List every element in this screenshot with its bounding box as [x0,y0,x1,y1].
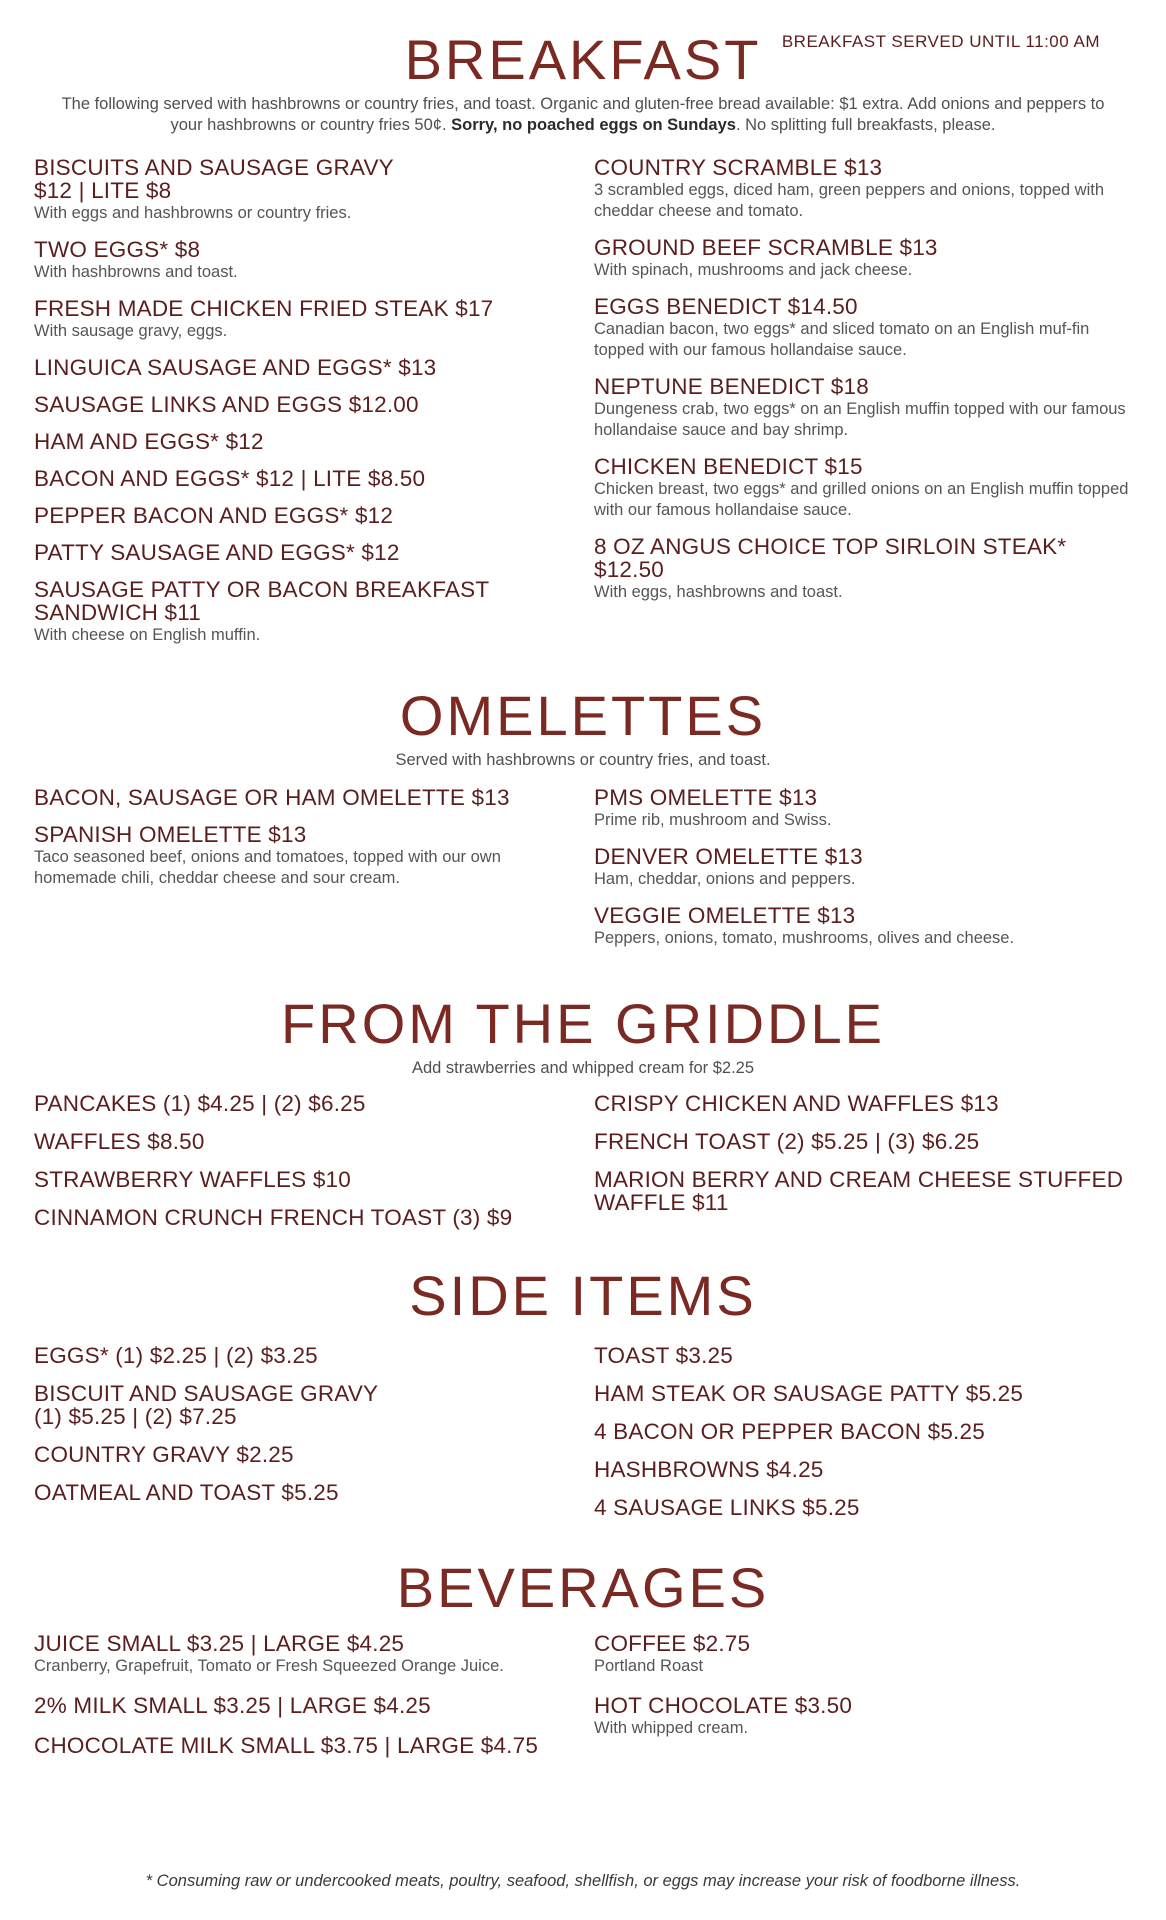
menu-item-name: 4 BACON OR PEPPER BACON $5.25 [594,1419,985,1444]
menu-item [594,1344,1140,1367]
menu-item [594,1092,1140,1115]
menu-item [34,1168,574,1191]
breakfast-intro-text: The following served with hashbrowns or country fries, and toast. Organic and gluten-free bread available: $1 extra. Add onions and peppers to your hashbrowns or country fries 50¢. [61,95,1105,134]
menu-item-name: 2% MILK SMALL $3.25 | LARGE $4.25 [34,1693,431,1718]
menu-item-name: SAUSAGE LINKS AND EGGS $12.00 [34,392,419,417]
menu-item-description: Dungeness crab, two eggs* on an English muffin topped with our famous hollandaise sauce and bay shrimp. [594,400,1126,439]
menu-item-name: PMS OMELETTE $13 [594,785,818,810]
menu-item-name: SAUSAGE PATTY OR BACON BREAKFAST SANDWICH $11 [34,577,490,625]
menu-item [594,786,1140,831]
menu-item-name: CHICKEN BENEDICT $15 [594,454,863,479]
breakfast-title: BREAKFAST [404,28,762,91]
menu-item [594,1382,1140,1405]
menu-item [34,1632,574,1677]
beverages-section [0,1556,1166,1619]
menu-item [34,504,574,527]
griddle-title: FROM THE GRIDDLE [281,992,885,1055]
menu-item-name: EGGS BENEDICT $14.50 [594,294,858,319]
menu-item-name: FRESH MADE CHICKEN FRIED STEAK $17 [34,296,494,321]
menu-item-description: With spinach, mushrooms and jack cheese. [594,261,913,279]
menu-item [594,1420,1140,1443]
menu-item [34,578,574,646]
menu-item-name: PANCAKES (1) $4.25 | (2) $6.25 [34,1091,366,1116]
menu-item [34,1206,574,1229]
menu-item-description: 3 scrambled eggs, diced ham, green peppers and onions, topped with cheddar cheese and tomato. [594,181,1104,220]
menu-item-name: CHOCOLATE MILK SMALL $3.75 | LARGE $4.75 [34,1733,539,1758]
omelettes-left-column [34,786,574,889]
menu-item-description: With sausage gravy, eggs. [34,322,228,340]
menu-item-description: With eggs and hashbrowns or country fries. [34,204,352,222]
menu-item [34,1443,574,1466]
beverages-right-column [594,1632,1140,1739]
menu-item [594,1458,1140,1481]
menu-item-name: BACON AND EGGS* $12 | LITE $8.50 [34,466,426,491]
menu-item-description: With cheese on English muffin. [34,626,261,644]
beverages-left-column [34,1632,574,1757]
menu-item-description: With eggs, hashbrowns and toast. [594,583,843,601]
menu-item [34,1481,574,1504]
menu-item-name: STRAWBERRY WAFFLES $10 [34,1167,351,1192]
menu-item-name: JUICE SMALL $3.25 | LARGE $4.25 [34,1631,405,1656]
menu-item-name: VEGGIE OMELETTE $13 [594,903,856,928]
menu-item-name: MARION BERRY AND CREAM CHEESE STUFFED WAFFLE $11 [594,1167,1124,1215]
menu-item [34,297,574,342]
menu-item [34,430,574,453]
menu-item-name: HOT CHOCOLATE $3.50 [594,1693,853,1718]
menu-item [594,1496,1140,1519]
menu-item-name: CRISPY CHICKEN AND WAFFLES $13 [594,1091,999,1116]
menu-item [594,156,1140,222]
menu-item-name: 4 SAUSAGE LINKS $5.25 [594,1495,860,1520]
menu-item-name: COUNTRY GRAVY $2.25 [34,1442,294,1467]
menu-item-name: 8 OZ ANGUS CHOICE TOP SIRLOIN STEAK* $12.50 [594,534,1067,582]
menu-item [34,393,574,416]
menu-item-description: With hashbrowns and toast. [34,263,238,281]
menu-item [34,786,574,809]
menu-item-description: Portland Roast [594,1657,704,1675]
omelettes-title: OMELETTES [399,684,767,747]
menu-item-name: TWO EGGS* $8 [34,237,201,262]
menu-item-name: WAFFLES $8.50 [34,1129,205,1154]
menu-item-name: HAM STEAK OR SAUSAGE PATTY $5.25 [594,1381,1024,1406]
menu-item [594,295,1140,361]
menu-item [594,904,1140,949]
breakfast-left-column [34,156,574,646]
sides-right-column [594,1344,1140,1519]
menu-item [34,238,574,283]
omelettes-section [0,684,1166,771]
menu-item-description: Canadian bacon, two eggs* and sliced tomato on an English muf-fin topped with our famous hollandaise sauce. [594,320,1090,359]
menu-item-name: NEPTUNE BENEDICT $18 [594,374,869,399]
menu-item-name: PEPPER BACON AND EGGS* $12 [34,503,394,528]
menu-item [594,1168,1140,1214]
griddle-right-column [594,1092,1140,1214]
menu-item-name: COFFEE $2.75 [594,1631,751,1656]
menu-item [34,356,574,379]
sides-title: SIDE ITEMS [409,1264,757,1327]
menu-item [594,535,1140,603]
griddle-section [0,992,1166,1079]
omelettes-right-column [594,786,1140,949]
menu-item-name: FRENCH TOAST (2) $5.25 | (3) $6.25 [594,1129,980,1154]
menu-item [34,1382,574,1428]
menu-item-name: HAM AND EGGS* $12 [34,429,264,454]
menu-item [34,1694,574,1717]
menu-item-name: DENVER OMELETTE $13 [594,844,863,869]
menu-item [34,1092,574,1115]
menu-item-description: Chicken breast, two eggs* and grilled onions on an English muffin topped with our famous hollandaise sauce. [594,480,1129,519]
menu-item [34,1130,574,1153]
menu-item [34,1734,574,1757]
menu-item-description: Ham, cheddar, onions and peppers. [594,870,856,888]
menu-item [34,156,574,224]
breakfast-intro-bold: Sorry, no poached eggs on Sundays [451,116,736,134]
menu-item-name: GROUND BEEF SCRAMBLE $13 [594,235,938,260]
menu-item [594,1130,1140,1153]
menu-item-name: EGGS* (1) $2.25 | (2) $3.25 [34,1343,318,1368]
sides-left-column [34,1344,574,1504]
menu-item-description: With whipped cream. [594,1719,749,1737]
menu-item [34,467,574,490]
breakfast-served-until: BREAKFAST SERVED UNTIL 11:00 AM [781,32,1100,51]
menu-item-name: COUNTRY SCRAMBLE $13 [594,155,883,180]
menu-item-description: Prime rib, mushroom and Swiss. [594,811,832,829]
breakfast-intro-tail: . No splitting full breakfasts, please. [735,116,996,134]
menu-item [594,375,1140,441]
menu-item [594,1694,1140,1739]
menu-item-description: Taco seasoned beef, onions and tomatoes, topped with our own homemade chili, cheddar cheese and sour cream. [34,848,501,887]
menu-item [34,1344,574,1367]
beverages-title: BEVERAGES [396,1556,770,1619]
menu-item-name: SPANISH OMELETTE $13 [34,822,307,847]
menu-item-name: CINNAMON CRUNCH FRENCH TOAST (3) $9 [34,1205,513,1230]
menu-item-name: BISCUIT AND SAUSAGE GRAVY (1) $5.25 | (2) $7.25 [34,1381,379,1429]
sides-section [0,1264,1166,1327]
menu-item-name: OATMEAL AND TOAST $5.25 [34,1480,339,1505]
breakfast-intro [44,94,1122,136]
breakfast-section [0,28,1166,136]
menu-item [594,1632,1140,1677]
griddle-intro: Add strawberries and whipped cream for $2.25 [411,1059,755,1077]
menu-item [34,823,574,889]
menu-item [594,845,1140,890]
griddle-left-column [34,1092,574,1229]
menu-item-description: Cranberry, Grapefruit, Tomato or Fresh Squeezed Orange Juice. [34,1657,504,1675]
menu-item [594,455,1140,521]
menu-item-description: Peppers, onions, tomato, mushrooms, olives and cheese. [594,929,1015,947]
menu-item-name: PATTY SAUSAGE AND EGGS* $12 [34,540,400,565]
menu-item-name: HASHBROWNS $4.25 [594,1457,824,1482]
menu-item [34,541,574,564]
menu-item-name: LINGUICA SAUSAGE AND EGGS* $13 [34,355,437,380]
menu-item-name: TOAST $3.25 [594,1343,733,1368]
omelettes-intro: Served with hashbrowns or country fries, and toast. [395,751,771,769]
menu-item-name: BACON, SAUSAGE OR HAM OMELETTE $13 [34,785,510,810]
menu-item [594,236,1140,281]
menu-item-name: BISCUITS AND SAUSAGE GRAVY $12 | LITE $8 [34,155,394,203]
breakfast-right-column [594,156,1140,603]
foodborne-illness-disclaimer: * Consuming raw or undercooked meats, poultry, seafood, shellfish, or eggs may increase your risk of foodborne illness. [145,1872,1021,1890]
